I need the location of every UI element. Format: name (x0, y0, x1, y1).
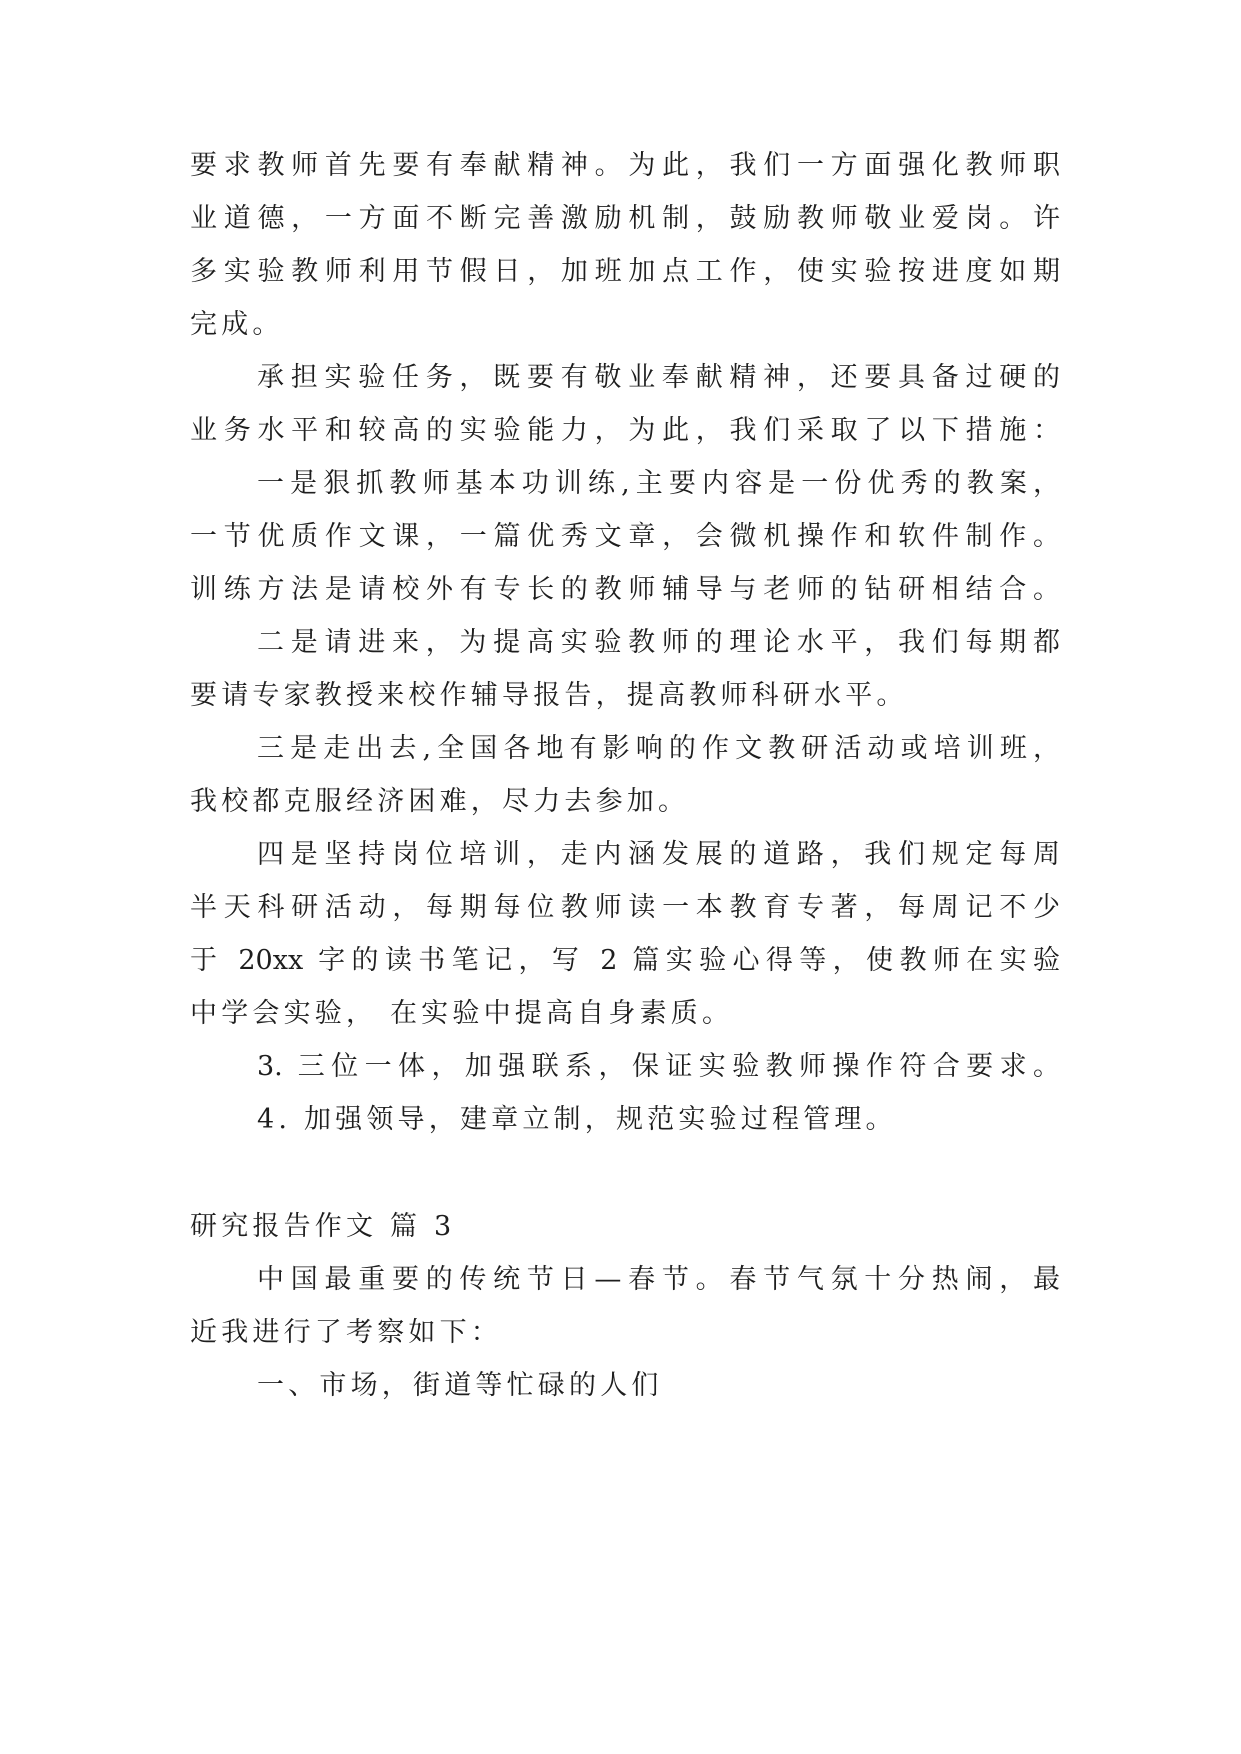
text-line: 要请专家教授来校作辅导报告，提高教师科研水平。 (190, 680, 908, 711)
paragraph-first-line: 中国最重要的传统节日—春节。春节气氛十分热闹，最 (257, 1264, 1060, 1295)
paragraph-first-line: 四是坚持岗位培训，走内涵发展的道路，我们规定每周 (257, 839, 1060, 870)
text-line: 业务水平和较高的实验能力，为此，我们采取了以下措施： (190, 415, 1060, 446)
text-line: 要求教师首先要有奉献精神。为此，我们一方面强化教师职 (190, 150, 1060, 181)
text-line: 我校都克服经济困难，尽力去参加。 (190, 786, 690, 817)
section-heading: 研究报告作文 篇 3 (190, 1211, 456, 1242)
paragraph-first-line: 二是请进来，为提高实验教师的理论水平，我们每期都 (257, 627, 1060, 658)
list-item: 3. 三位一体，加强联系，保证实验教师操作符合要求。 (257, 1051, 1060, 1082)
paragraph-first-line: 三是走出去,全国各地有影响的作文教研活动或培训班， (257, 733, 1060, 764)
paragraph-first-line: 一、市场，街道等忙碌的人们 (257, 1370, 663, 1401)
list-item: 4. 加强领导，建章立制，规范实验过程管理。 (257, 1104, 897, 1135)
text-line: 中学会实验， 在实验中提高自身素质。 (190, 998, 734, 1029)
paragraph-first-line: 承担实验任务，既要有敬业奉献精神，还要具备过硬的 (257, 362, 1060, 393)
text-line: 半天科研活动，每期每位教师读一本教育专著，每周记不少 (190, 892, 1060, 923)
text-line: 训练方法是请校外有专长的教师辅导与老师的钻研相结合。 (190, 574, 1060, 605)
text-line: 一节优质作文课，一篇优秀文章，会微机操作和软件制作。 (190, 521, 1060, 552)
text-line: 于 20xx 字的读书笔记，写 2 篇实验心得等，使教师在实验 (190, 945, 1060, 976)
text-line: 多实验教师利用节假日，加班加点工作，使实验按进度如期 (190, 256, 1060, 287)
paragraph-first-line: 一是狠抓教师基本功训练,主要内容是一份优秀的教案， (257, 468, 1060, 499)
text-line: 业道德，一方面不断完善激励机制，鼓励教师敬业爱岗。许 (190, 203, 1060, 234)
text-line: 近我进行了考察如下： (190, 1317, 502, 1348)
text-line: 完成。 (190, 309, 284, 340)
